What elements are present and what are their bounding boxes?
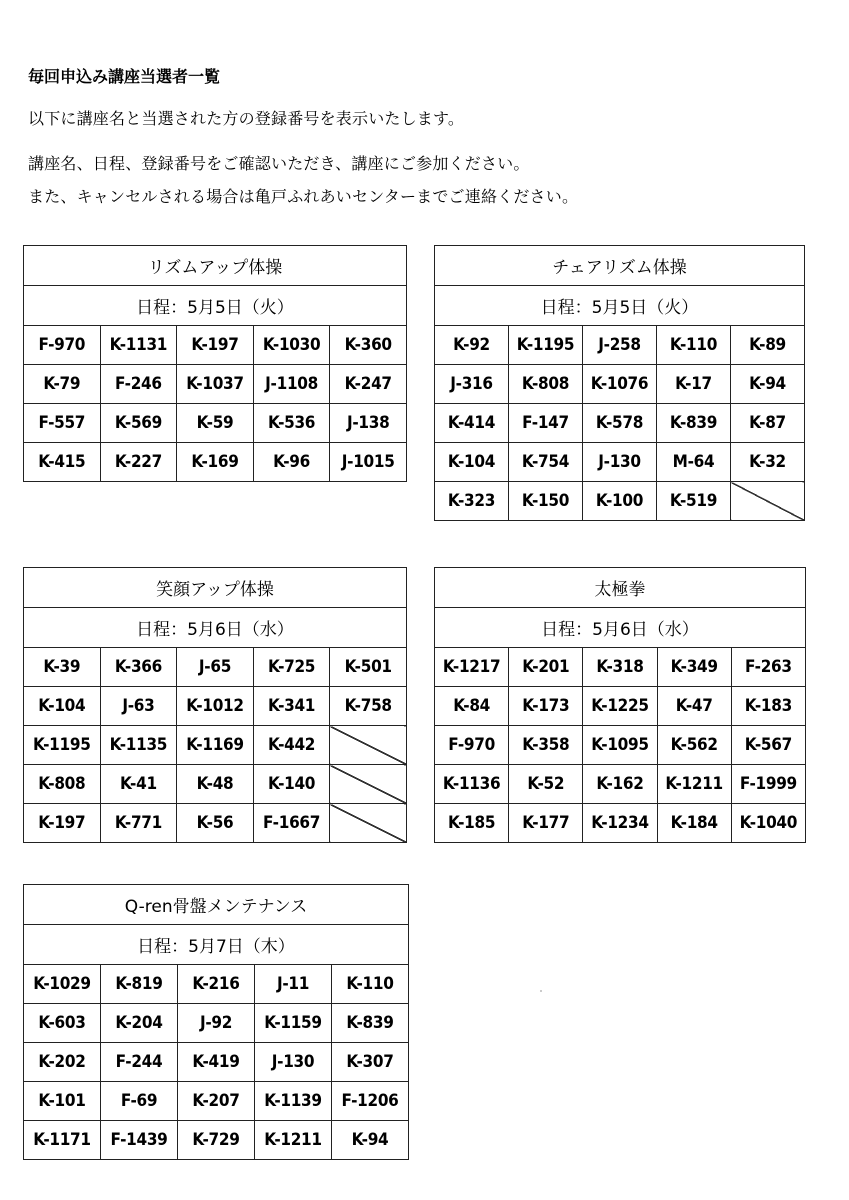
registration-number: K-729 — [178, 1121, 255, 1160]
registration-row — [24, 1121, 409, 1160]
scan-speck — [540, 990, 542, 992]
registration-row — [24, 1043, 409, 1082]
registration-number: K-197 — [177, 326, 254, 365]
registration-row — [435, 765, 806, 804]
registration-number: F-69 — [101, 1082, 178, 1121]
registration-number: K-110 — [657, 326, 731, 365]
registration-row — [24, 648, 407, 687]
registration-number: K-578 — [583, 404, 657, 443]
registration-number: K-169 — [177, 443, 254, 482]
registration-number: K-47 — [657, 687, 731, 726]
registration-number: F-557 — [24, 404, 101, 443]
registration-number: K-603 — [24, 1004, 101, 1043]
registration-number: J-11 — [255, 965, 332, 1004]
registration-number: K-41 — [100, 765, 177, 804]
registration-number: K-349 — [657, 648, 731, 687]
registration-number: K-1171 — [24, 1121, 101, 1160]
registration-number: K-567 — [731, 726, 805, 765]
registration-number: K-358 — [509, 726, 583, 765]
registration-number: K-1076 — [583, 365, 657, 404]
registration-number: K-1012 — [177, 687, 254, 726]
registration-number: K-754 — [509, 443, 583, 482]
registration-number: K-1169 — [177, 726, 254, 765]
registration-number: K-1040 — [731, 804, 805, 843]
registration-number: K-808 — [24, 765, 101, 804]
registration-number: F-1667 — [253, 804, 330, 843]
registration-row — [435, 482, 805, 521]
registration-number: K-48 — [177, 765, 254, 804]
registration-number: K-173 — [509, 687, 583, 726]
registration-row — [24, 404, 407, 443]
page-title: 毎回申込み講座当選者一覧 — [28, 67, 221, 86]
registration-number: K-536 — [253, 404, 330, 443]
registration-number: K-839 — [332, 1004, 409, 1043]
course-table-rhythm-up — [23, 245, 407, 482]
registration-number: K-197 — [24, 804, 101, 843]
course-schedule: 日程：5月6日（水） — [24, 608, 407, 648]
registration-number: K-1030 — [253, 326, 330, 365]
registration-number: K-89 — [731, 326, 805, 365]
registration-number: K-1234 — [583, 804, 657, 843]
registration-row — [24, 326, 407, 365]
course-schedule: 日程：5月5日（火） — [24, 286, 407, 326]
registration-number: K-162 — [583, 765, 657, 804]
course-schedule: 日程：5月7日（木） — [24, 925, 409, 965]
registration-number: J-1015 — [330, 443, 407, 482]
course-table-qren-pelvis — [23, 884, 409, 1160]
registration-row — [435, 687, 806, 726]
registration-number: K-519 — [657, 482, 731, 521]
registration-number: K-150 — [509, 482, 583, 521]
registration-number: K-201 — [509, 648, 583, 687]
registration-number: K-204 — [101, 1004, 178, 1043]
registration-number: K-104 — [24, 687, 101, 726]
registration-number: K-94 — [731, 365, 805, 404]
registration-number: K-562 — [657, 726, 731, 765]
registration-number: K-32 — [731, 443, 805, 482]
registration-number: J-63 — [100, 687, 177, 726]
course-schedule: 日程：5月6日（水） — [435, 608, 806, 648]
registration-row — [24, 365, 407, 404]
registration-number: F-147 — [509, 404, 583, 443]
registration-number: K-207 — [178, 1082, 255, 1121]
registration-number: K-1139 — [255, 1082, 332, 1121]
registration-number: K-110 — [332, 965, 409, 1004]
registration-number: K-177 — [509, 804, 583, 843]
course-name: 笑顔アップ体操 — [24, 568, 407, 608]
registration-number: K-442 — [253, 726, 330, 765]
registration-number: K-323 — [435, 482, 509, 521]
registration-row — [435, 648, 806, 687]
registration-number: K-1131 — [100, 326, 177, 365]
registration-number: K-216 — [178, 965, 255, 1004]
registration-number: K-94 — [332, 1121, 409, 1160]
registration-row — [24, 765, 407, 804]
course-table-taichi — [434, 567, 806, 843]
registration-number: K-1225 — [583, 687, 657, 726]
registration-number: K-771 — [100, 804, 177, 843]
registration-number: K-1029 — [24, 965, 101, 1004]
course-schedule: 日程：5月5日（火） — [435, 286, 805, 326]
registration-number: K-307 — [332, 1043, 409, 1082]
registration-number: K-1037 — [177, 365, 254, 404]
registration-number: K-59 — [177, 404, 254, 443]
registration-number: K-52 — [509, 765, 583, 804]
registration-number: F-970 — [24, 326, 101, 365]
registration-number: K-419 — [178, 1043, 255, 1082]
registration-number: F-263 — [731, 648, 805, 687]
registration-row — [24, 1004, 409, 1043]
registration-number: K-184 — [657, 804, 731, 843]
registration-row — [24, 443, 407, 482]
cancel-notice-text: また、キャンセルされる場合は亀戸ふれあいセンターまでご連絡ください。 — [28, 187, 579, 206]
registration-number: F-1999 — [731, 765, 805, 804]
registration-number: K-84 — [435, 687, 509, 726]
registration-number: J-138 — [330, 404, 407, 443]
empty-slot — [330, 804, 407, 843]
registration-number: K-1195 — [509, 326, 583, 365]
registration-number: K-79 — [24, 365, 101, 404]
registration-number: K-101 — [24, 1082, 101, 1121]
registration-row — [435, 365, 805, 404]
registration-number: K-96 — [253, 443, 330, 482]
registration-number: M-64 — [657, 443, 731, 482]
registration-number: J-92 — [178, 1004, 255, 1043]
registration-number: K-725 — [253, 648, 330, 687]
registration-row — [435, 326, 805, 365]
course-name: チェアリズム体操 — [435, 246, 805, 286]
registration-row — [435, 804, 806, 843]
empty-slot — [731, 482, 805, 521]
course-name: Q-ren骨盤メンテナンス — [24, 885, 409, 925]
registration-number: F-1206 — [332, 1082, 409, 1121]
registration-number: K-104 — [435, 443, 509, 482]
registration-number: K-202 — [24, 1043, 101, 1082]
registration-number: K-183 — [731, 687, 805, 726]
registration-number: K-1135 — [100, 726, 177, 765]
registration-number: K-227 — [100, 443, 177, 482]
intro-text: 以下に講座名と当選された方の登録番号を表示いたします。 — [28, 109, 465, 128]
registration-number: K-100 — [583, 482, 657, 521]
registration-number: K-839 — [657, 404, 731, 443]
registration-number: F-970 — [435, 726, 509, 765]
registration-number: K-1217 — [435, 648, 509, 687]
registration-number: K-39 — [24, 648, 101, 687]
registration-number: J-258 — [583, 326, 657, 365]
registration-number: K-414 — [435, 404, 509, 443]
empty-slot — [330, 726, 407, 765]
registration-row — [435, 726, 806, 765]
course-name: リズムアップ体操 — [24, 246, 407, 286]
registration-number: K-185 — [435, 804, 509, 843]
registration-number: K-17 — [657, 365, 731, 404]
registration-number: K-341 — [253, 687, 330, 726]
registration-number: K-366 — [100, 648, 177, 687]
registration-number: J-316 — [435, 365, 509, 404]
registration-number: K-501 — [330, 648, 407, 687]
registration-number: J-1108 — [253, 365, 330, 404]
course-table-chair-rhythm — [434, 245, 805, 521]
registration-number: F-1439 — [101, 1121, 178, 1160]
registration-number: K-1211 — [657, 765, 731, 804]
registration-row — [24, 1082, 409, 1121]
registration-row — [24, 687, 407, 726]
registration-number: K-87 — [731, 404, 805, 443]
registration-number: K-415 — [24, 443, 101, 482]
registration-number: K-808 — [509, 365, 583, 404]
registration-number: J-65 — [177, 648, 254, 687]
registration-number: K-140 — [253, 765, 330, 804]
registration-number: J-130 — [583, 443, 657, 482]
registration-row — [435, 443, 805, 482]
registration-number: K-1211 — [255, 1121, 332, 1160]
registration-number: K-1195 — [24, 726, 101, 765]
instruction-text: 講座名、日程、登録番号をご確認いただき、講座にご参加ください。 — [28, 154, 530, 173]
course-table-smile-up — [23, 567, 407, 843]
registration-number: K-758 — [330, 687, 407, 726]
registration-number: K-56 — [177, 804, 254, 843]
registration-number: F-244 — [101, 1043, 178, 1082]
registration-row — [435, 404, 805, 443]
registration-number: K-92 — [435, 326, 509, 365]
course-name: 太極拳 — [435, 568, 806, 608]
registration-number: K-569 — [100, 404, 177, 443]
registration-number: J-130 — [255, 1043, 332, 1082]
registration-row — [24, 965, 409, 1004]
registration-number: K-360 — [330, 326, 407, 365]
registration-number: K-819 — [101, 965, 178, 1004]
registration-number: K-1095 — [583, 726, 657, 765]
registration-number: K-318 — [583, 648, 657, 687]
registration-number: K-247 — [330, 365, 407, 404]
registration-number: K-1136 — [435, 765, 509, 804]
registration-row — [24, 804, 407, 843]
registration-number: K-1159 — [255, 1004, 332, 1043]
registration-number: F-246 — [100, 365, 177, 404]
empty-slot — [330, 765, 407, 804]
registration-row — [24, 726, 407, 765]
